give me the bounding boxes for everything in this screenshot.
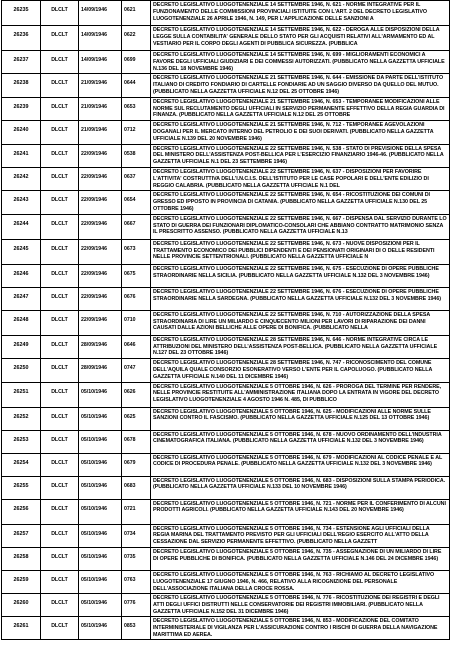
- act-description-clip: DECRETO LEGISLATIVO LUOGOTENENZIALE 5 OTTOBRE 1946, N. 683 - DISPOSIZIONI SULLA STAMPA PERIODICA. (PUBBLICATO NELLA GAZZETTA UFFICIALE N.133 DEL 10 NOVEMBRE 1946): [153, 477, 446, 491]
- act-description-cell: [151, 144, 450, 167]
- register-number-cell: 26242: [2, 167, 41, 190]
- act-description-cell: [151, 51, 450, 74]
- act-date-cell: 22/09/1946: [79, 264, 122, 287]
- act-number-cell: 0637: [122, 167, 151, 190]
- register-number-cell: 26255: [2, 476, 41, 499]
- register-table: [1, 0, 450, 640]
- act-description-cell: [151, 524, 450, 547]
- act-description-clip: DECRETO LEGISLATIVO LUOGOTENENZIALE 22 SETTEMBRE 1946, N. 673 - NUOVE DISPOSIZIONI PER IL TRATTAMENTO ECONOMICO DEI PUBBLICI DIPENDENTI E DEI PENSIONATI ORIGINARI DI O DELLE RESIDENTI NELLE PROVINCIE SETTENTRIONALI. (PUBBLICATO NELLA GAZZETTA UFFICIALE N: [153, 240, 435, 261]
- table-row: [2, 547, 450, 570]
- act-number-cell: 0679: [122, 453, 151, 476]
- table-row: [2, 239, 450, 264]
- act-type-cell: DLCLT: [41, 570, 79, 593]
- act-number-cell: 0654: [122, 191, 151, 214]
- act-type-cell: DLCLT: [41, 167, 79, 190]
- act-date-cell: 05/10/1946: [79, 407, 122, 430]
- register-number-cell: 26257: [2, 524, 41, 547]
- act-type-cell: DLCLT: [41, 524, 79, 547]
- act-description-clip: DECRETO LEGISLATIVO LUOGOTENENZIALE 28 SETTEMBRE 1946, N. 747 - RICONOSCIMENTO DEL COMUNE DELL'AQUILA QUALE CONSORZIO ESONERATIVO VERSO L'ENTE PER IL CAPOLUOGO. (PUBBLICATO NELLA GAZZETTA UFFICIALE N.140 DEL 11 DICEMBRE 1946): [153, 360, 433, 380]
- act-date-cell: 05/10/1946: [79, 570, 122, 593]
- act-type-cell: DLCLT: [41, 499, 79, 524]
- act-number-cell: 0734: [122, 524, 151, 547]
- act-number-cell: 0712: [122, 121, 151, 144]
- act-description-clip: DECRETO LEGISLATIVO LUOGOTENENZIALE 5 OTTOBRE 1946, N. 853 - MODIFICAZIONE DEL COMITATO INTERMINISTERIALE DI VIGILANZA PER L'ASSICURAZIONE CONTRO I RISCHI DI GUERRA DELLA NAVIGAZIONE MARITTIMA ED AEREA.: [153, 617, 438, 638]
- act-description-cell: [151, 616, 450, 639]
- act-type-cell: DLCLT: [41, 264, 79, 287]
- table-row: [2, 1, 450, 26]
- act-number-cell: 0625: [122, 407, 151, 430]
- table-row: [2, 407, 450, 430]
- act-type-cell: DLCLT: [41, 616, 79, 639]
- act-date-cell: 28/09/1946: [79, 359, 122, 382]
- act-description-cell: [151, 121, 450, 144]
- act-number-cell: 0675: [122, 264, 151, 287]
- act-number-cell: 0699: [122, 51, 151, 74]
- act-date-cell: 22/09/1946: [79, 214, 122, 239]
- table-row: [2, 74, 450, 97]
- act-number-cell: 0646: [122, 335, 151, 358]
- act-type-cell: DLCLT: [41, 239, 79, 264]
- act-date-cell: 05/10/1946: [79, 430, 122, 453]
- act-description-cell: [151, 570, 450, 593]
- register-number-cell: 26252: [2, 407, 41, 430]
- table-row: [2, 382, 450, 407]
- act-type-cell: DLCLT: [41, 476, 79, 499]
- act-description-clip: DECRETO LEGISLATIVO LUOGOTENENZIALE 5 OTTOBRE 1946, N. 734 - ESTENSIONE AGLI UFFICIALI DELLA REGIA MARINA DEL TRATTAMENTO PREVISTO PER GLI UFFICIALI DELL'REGIO ESERCITO ALL'ATTO DELLA CESSAZIONE DAL SERVIZIO PERMANENTE EFFETTIVO. (PUBBLICATO NELLA GAZZETT: [153, 525, 430, 546]
- register-number-cell: 26244: [2, 214, 41, 239]
- act-description-clip: DECRETO LEGISLATIVO LUOGOTENENZIALE 5 OTTOBRE 1946, N. 678 - NUOVO ORDINAMENTO DELL'INDUSTRIA CINEMATOGRAFICA ITALIANA. (PUBBLICATO NELLA GAZZETTA UFFICIALE N.132 DEL 3 NOVEMBRE 1946): [153, 431, 442, 445]
- register-number-cell: 26236: [2, 26, 41, 51]
- act-type-cell: DLCLT: [41, 593, 79, 616]
- act-number-cell: 0626: [122, 382, 151, 407]
- act-number-cell: 0673: [122, 239, 151, 264]
- act-date-cell: 05/10/1946: [79, 476, 122, 499]
- act-type-cell: DLCLT: [41, 287, 79, 310]
- register-page: [1, 0, 450, 640]
- register-number-cell: 26251: [2, 382, 41, 407]
- act-date-cell: 22/09/1946: [79, 191, 122, 214]
- table-row: [2, 191, 450, 214]
- act-type-cell: DLCLT: [41, 407, 79, 430]
- act-description-clip: DECRETO LEGISLATIVO LUOGOTENENZIALE 14 SETTEMBRE 1946, N. 699 - MIGLIORAMENTI ECONOMICI A FAVORE DEGLI UFFICIALI GIUDIZIARI E DEI COMMESSI AUTORIZZATI. (PUBBLICATO NELLA GAZZETTA UFFICIALE N.136 DEL 18 NOVEMBRE 1946): [153, 52, 445, 72]
- act-date-cell: 21/09/1946: [79, 74, 122, 97]
- act-date-cell: 05/10/1946: [79, 593, 122, 616]
- act-date-cell: 05/10/1946: [79, 499, 122, 524]
- act-type-cell: DLCLT: [41, 430, 79, 453]
- act-type-cell: DLCLT: [41, 382, 79, 407]
- act-type-cell: DLCLT: [41, 335, 79, 358]
- act-number-cell: 0653: [122, 97, 151, 120]
- register-table-body: [2, 1, 450, 640]
- table-row: [2, 499, 450, 524]
- act-type-cell: DLCLT: [41, 547, 79, 570]
- table-row: [2, 26, 450, 51]
- act-date-cell: 22/09/1946: [79, 239, 122, 264]
- act-date-cell: 22/09/1946: [79, 144, 122, 167]
- table-row: [2, 335, 450, 358]
- act-description-clip: DECRETO LEGISLATIVO LUOGOTENENZIALE 21 SETTEMBRE 1946, N. 644 - EMISSIONE DA PARTE DELL'ISTITUTO ITALIANO DI CREDITO FONDIARIO DI CARTELLE FONDIARIE AD UN SAGGIO DIVERSO DA QUELLO DEL MUTUO. (PUBBLICATO NELLA GAZZETTA UFFICIALE N.12 DEL 25 OTTOBRE 1946): [153, 75, 444, 95]
- act-date-cell: 05/10/1946: [79, 547, 122, 570]
- table-row: [2, 430, 450, 453]
- act-description-cell: [151, 214, 450, 239]
- act-description-clip: DECRETO LEGISLATIVO LUOGOTENENZIALE 5 OTTOBRE 1946, N. 679 - MODIFICAZIONI AL CODICE PENALE E AL CODICE DI PROCEDURA PENALE. (PUBBLICATO NELLA GAZZETTA UFFICIALE N.132 DEL 3 NOVEMBRE 1946): [153, 454, 443, 468]
- act-description-cell: [151, 359, 450, 382]
- act-number-cell: 0735: [122, 547, 151, 570]
- register-number-cell: 26247: [2, 287, 41, 310]
- table-row: [2, 453, 450, 476]
- register-number-cell: 26240: [2, 121, 41, 144]
- register-number-cell: 26239: [2, 97, 41, 120]
- act-date-cell: 21/09/1946: [79, 97, 122, 120]
- act-description-cell: [151, 310, 450, 335]
- act-number-cell: 0747: [122, 359, 151, 382]
- act-type-cell: DLCLT: [41, 121, 79, 144]
- act-number-cell: 0621: [122, 1, 151, 26]
- register-number-cell: 26249: [2, 335, 41, 358]
- act-description-clip: DECRETO LEGISLATIVO LUOGOTENENZIALE 14 SETTEMBRE 1946, N. 622 - DEROGA ALLE DISPOSIZIONI DELLA LEGGE SULLA CONTABILITA' GENERALE DELLO STATO PER GLI ACQUISTI RELATIVI ALL'ARMAMENTO ED AL VESTIARIO PER IL CORPO DEGLI AGENTI DI PUBBLICA SICUREZZA. (PUBBLICA: [153, 27, 440, 47]
- register-number-cell: 26253: [2, 430, 41, 453]
- register-number-cell: 26243: [2, 191, 41, 214]
- table-row: [2, 167, 450, 190]
- act-description-clip: DECRETO LEGISLATIVO LUOGOTENENZIALE 14 SETTEMBRE 1946, N. 621 - NORME INTEGRATIVE PER IL FUNZIONAMENTO DELLE COMMISSIONI PROVINCIALI ISTITUITE CON L'ART. 2 DEL DECRETO LEGISLATIVO LUOGOTENENZIALE 26 APRILE 1946, N. 149, PER L'APPLICAZIONE DELLE SANZIONI A: [153, 2, 427, 22]
- act-description-clip: DECRETO LEGISLATIVO LUOGOTENENZIALE 21 SETTEMBRE 1946, N. 712 - TEMPORANEE AGEVOLAZIONI DOGANALI PER IL MERCATO INTERNO DEL PETROLIO E DEI SUOI DERIVATI. (PUBBLICATO NELLA GAZZETTA UFFICIALE N.139 DEL 20 NOVEMBRE 1946): [153, 122, 434, 142]
- act-number-cell: 0776: [122, 593, 151, 616]
- act-description-cell: [151, 335, 450, 358]
- act-number-cell: 0622: [122, 26, 151, 51]
- register-number-cell: 26258: [2, 547, 41, 570]
- table-row: [2, 524, 450, 547]
- register-number-cell: 26241: [2, 144, 41, 167]
- register-number-cell: 26250: [2, 359, 41, 382]
- act-type-cell: DLCLT: [41, 144, 79, 167]
- act-type-cell: DLCLT: [41, 74, 79, 97]
- act-description-clip: DECRETO LEGISLATIVO LUOGOTENENZIALE 5 OTTOBRE 1946, N. 776 - RICOSTITUZIONE DEI REGISTRI E DEGLI ATTI DEGLI UFFICI DISTRUTTI NELLE CONSERVATORIE DEI REGISTRI IMMOBILIARI. (PUBBLICATO NELLA GAZZETTA UFFICIALE N.152 DEL 31 DICEMBRE 1946): [153, 594, 440, 615]
- act-type-cell: DLCLT: [41, 359, 79, 382]
- act-description-clip: DECRETO LEGISLATIVO LUOGOTENENZIALE 22 SETTEMBRE 1946, N. 676 - ESECUZIONE DI OPERE PUBBLICHE STRAORDINARIE NELLA SARDEGNA. (PUBBLICATO NELLA GAZZETTA UFFICIALE N.132 DEL 3 NOVEMBRE 1946): [153, 288, 441, 302]
- act-description-clip: DECRETO LEGISLATIVO LUOGOTENENZIALE 22 SETTEMBRE 1946, N. 667 - DISPENSA DAL SERVIZIO DURANTE LO STATO DI GUERRA DEI FUNZIONARI DIPLOMATICO-CONSOLARI CHE ABBIANO CONTRATTO MATRIMONIO SENZA IL PRESCRITTO ASSENSO. (PUBBLICATO NELLA GAZZETTA UFFICIALE N.13: [153, 215, 447, 236]
- act-type-cell: DLCLT: [41, 214, 79, 239]
- act-number-cell: 0763: [122, 570, 151, 593]
- act-date-cell: 14/09/1946: [79, 26, 122, 51]
- act-type-cell: DLCLT: [41, 453, 79, 476]
- table-row: [2, 359, 450, 382]
- act-number-cell: 0667: [122, 214, 151, 239]
- act-description-cell: [151, 430, 450, 453]
- act-description-clip: DECRETO LEGISLATIVO LUOGOTENENZIALE 5 OTTOBRE 1946, N. 763 - RICHIAMO AL DECRETO LEGISLATIVO LUOGOTENENZIALE 17 GIUGNO 1946, N. 466, RELATIVO ALLA RICOGNIZIONE DEL PERSONALE DELL'ASSOCIAZIONE ITALIANA DELLA CROCE ROSSA.: [153, 571, 435, 592]
- table-row: [2, 616, 450, 639]
- act-type-cell: DLCLT: [41, 310, 79, 335]
- act-number-cell: 0676: [122, 287, 151, 310]
- act-number-cell: 0644: [122, 74, 151, 97]
- register-number-cell: 26248: [2, 310, 41, 335]
- act-description-cell: [151, 593, 450, 616]
- act-description-cell: [151, 287, 450, 310]
- act-number-cell: 0721: [122, 499, 151, 524]
- register-number-cell: 26256: [2, 499, 41, 524]
- act-type-cell: DLCLT: [41, 191, 79, 214]
- table-row: [2, 570, 450, 593]
- act-description-cell: [151, 382, 450, 407]
- table-row: [2, 97, 450, 120]
- register-number-cell: 26254: [2, 453, 41, 476]
- table-row: [2, 310, 450, 335]
- act-type-cell: DLCLT: [41, 97, 79, 120]
- register-number-cell: 26260: [2, 593, 41, 616]
- register-number-cell: 26259: [2, 570, 41, 593]
- act-date-cell: 22/09/1946: [79, 310, 122, 335]
- act-date-cell: 14/09/1946: [79, 51, 122, 74]
- act-description-cell: [151, 476, 450, 499]
- act-description-cell: [151, 1, 450, 26]
- act-type-cell: DLCLT: [41, 1, 79, 26]
- act-description-cell: [151, 499, 450, 524]
- act-description-cell: [151, 547, 450, 570]
- act-description-clip: DECRETO LEGISLATIVO LUOGOTENENZIALE 22 SETTEMBRE 1946, N. 710 - AUTORIZZAZIONE DELLA SPESA STRAORDINARIA DI LIRE UN MILIARDO E CINQUECENTO MILIONI PER LAVORI DI RIPARAZIONE DEI DANNI CAUSATI DALLE AZIONI BELLICHE ALLE OPERE DI BONIFICA. (PUBBLICATO NELLA: [153, 311, 430, 332]
- act-number-cell: 0853: [122, 616, 151, 639]
- act-description-clip: DECRETO LEGISLATIVO LUOGOTENENZIALE 22 SETTEMBRE 1946, N. 675 - ESECUZIONE DI OPERE PUBBLICHE STRAORDINARIE NELLA SICILIA. (PUBBLICATO NELLA GAZZETTA UFFICIALE N.132 DEL 3 NOVEMBRE 1946): [153, 265, 439, 279]
- act-description-cell: [151, 26, 450, 51]
- act-date-cell: 05/10/1946: [79, 616, 122, 639]
- act-type-cell: DLCLT: [41, 51, 79, 74]
- act-description-clip: DECRETO LEGISLATIVO LUOGOTENENZIALE 5 OTTOBRE 1946, N. 721 - NORME PER IL CONFERIMENTO DI ALCUNI PRODOTTI AGRICOLI. (PUBBLICATO NELLA GAZZETTA UFFICIALE N.143 DEL 20 NOVEMBRE 1946): [153, 500, 446, 514]
- act-number-cell: 0538: [122, 144, 151, 167]
- act-type-cell: DLCLT: [41, 26, 79, 51]
- register-number-cell: 26261: [2, 616, 41, 639]
- act-description-clip: DECRETO LEGISLATIVO LUOGOTENENZIALE 5 OTTOBRE 1946, N. 625 - MODIFICAZIONI ALLE NORME SULLE SANZIONI CONTRO IL FASCISMO. (PUBBLICATO NELLA GAZZETTA UFFICIALE N.125 DEL 13 OTTOBRE 1946): [153, 408, 431, 422]
- act-date-cell: 22/09/1946: [79, 287, 122, 310]
- act-description-clip: DECRETO LEGISLATIVO LUOGOTENENZIALE 22 SETTEMBRE 1946, N. 654 - RICOSTITUZIONE DEI COMUNI DI GRESSO ED IPPOSTO IN PROVINCIA DI CATANIA. (PUBBLICATO NELLA GAZZETTA UFFICIALE N.130 DEL 25 OTTOBRE 1946): [153, 192, 430, 212]
- act-description-clip: DECRETO LEGISLATIVO LUOGOTENENZIALE 21 SETTEMBRE 1946, N. 653 - TEMPORANEE MODIFICAZIONI ALLE NORME SUL RECLUTAMENTO DEGLI UFFICIALI IN SERVIZIO PERMANENTE EFFETTIVO DELLA REGIA GUARDIA DI FINANZA. (PUBBLICATO NELLA GAZZETTA UFFICIALE N.12 DEL 25 OTTOBRE: [153, 98, 445, 119]
- act-date-cell: 05/10/1946: [79, 382, 122, 407]
- act-description-clip: DECRETO LEGISLATIVO LUOGOTENENZIALE 22 SETTEMBRE 1946, N. 538 - STATO DI PREVISIONE DELLA SPESA DEL MINISTERO DELL'ASSISTENZA POST-BELLICA PER L'ESERCIZIO FINANZIARIO 1946-46. (PUBBLICATO NELLA GAZZETTA UFFICIALE N.1 DEL 23 SETTEMBRE 1946): [153, 145, 444, 166]
- act-description-clip: DECRETO LEGISLATIVO LUOGOTENENZIALE 5 OTTOBRE 1946, N. 735 - ASSEGNAZIONE DI UN MILIARDO DI LIRE DI OPERE PUBBLICHE DI BONIFICA. (PUBBLICATO NELLA GAZZETTA UFFICIALE N.146 DEL 24 DICEMBRE 1946): [153, 548, 442, 562]
- table-row: [2, 121, 450, 144]
- act-date-cell: 14/09/1946: [79, 1, 122, 26]
- register-number-cell: 26245: [2, 239, 41, 264]
- table-row: [2, 476, 450, 499]
- act-number-cell: 0683: [122, 476, 151, 499]
- act-description-cell: [151, 191, 450, 214]
- act-number-cell: 0710: [122, 310, 151, 335]
- table-row: [2, 214, 450, 239]
- table-row: [2, 144, 450, 167]
- act-description-cell: [151, 453, 450, 476]
- table-row: [2, 287, 450, 310]
- act-date-cell: 21/09/1946: [79, 121, 122, 144]
- register-number-cell: 26235: [2, 1, 41, 26]
- act-date-cell: 28/09/1946: [79, 335, 122, 358]
- act-description-cell: [151, 264, 450, 287]
- act-description-clip: DECRETO LEGISLATIVO LUOGOTENENZIALE 28 SETTEMBRE 1946, N. 646 - NORME INTEGRATIVE CIRCA LE ATTRIBUZIONI DEL MINISTERO DELL'ASSISTENZA POST-BELLICA. (PUBBLICATO NELLA GAZZETTA UFFICIALE N.127 DEL 23 OTTOBRE 1946): [153, 336, 438, 357]
- register-number-cell: 26237: [2, 51, 41, 74]
- act-description-cell: [151, 239, 450, 264]
- act-date-cell: 22/09/1946: [79, 167, 122, 190]
- table-row: [2, 593, 450, 616]
- act-date-cell: 05/10/1946: [79, 453, 122, 476]
- register-number-cell: 26246: [2, 264, 41, 287]
- table-row: [2, 264, 450, 287]
- table-row: [2, 51, 450, 74]
- act-date-cell: 05/10/1946: [79, 524, 122, 547]
- act-description-cell: [151, 74, 450, 97]
- act-description-cell: [151, 167, 450, 190]
- register-number-cell: 26238: [2, 74, 41, 97]
- act-description-clip: DECRETO LEGISLATIVO LUOGOTENENZIALE 22 SETTEMBRE 1946, N. 637 - DISPOSIZIONI PER FAVORIRE L'ATTIVITA' COSTRUTTIVA DELL'I.N.C.I.S. DELL'ISTITUTO PER LE CASE POPOLARI E DELL'ENTE EDILIZIO DI REGGIO CALABRIA. (PUBBLICATO NELLA GAZZETTA UFFICIALE N.1 DEL: [153, 168, 429, 189]
- act-description-cell: [151, 407, 450, 430]
- act-number-cell: 0678: [122, 430, 151, 453]
- act-description-cell: [151, 97, 450, 120]
- act-description-clip: DECRETO LEGISLATIVO LUOGOTENENZIALE 5 OTTOBRE 1946, N. 626 - PROROGA DEL TERMINE PER RENDERE, NELLE PROVINCIE RESTITUITE ALL'AMMINISTRAZIONE ITALIANA DOPO LA ENTRATA IN VIGORE DEL DECRETO LEGISLATIVO LUOGOTENENZIALE 4 AGOSTO 1946 N. 485, DI PUBBLICO: [153, 383, 442, 404]
